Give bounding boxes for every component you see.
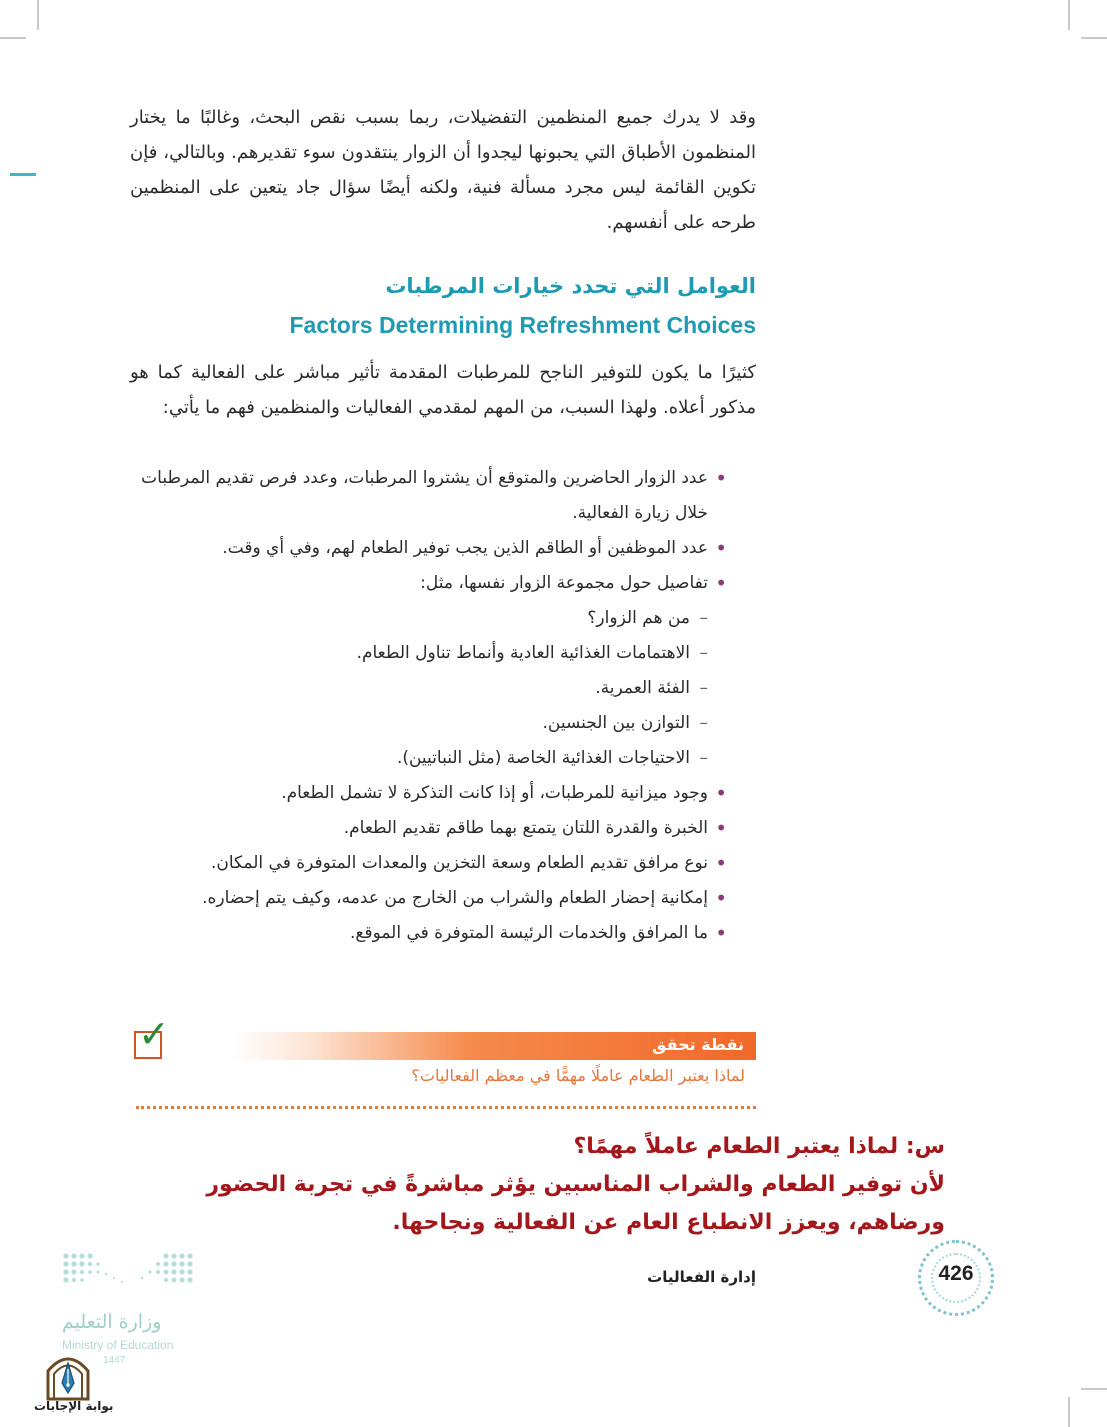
section-title-english: Factors Determining Refreshment Choices bbox=[289, 312, 756, 338]
sub-list-item: – من هم الزوار؟ bbox=[136, 601, 756, 636]
list-item: • تفاصيل حول مجموعة الزوار نفسها، مثل: bbox=[136, 566, 756, 601]
section-title-arabic: العوامل التي تحدد خيارات المرطبات bbox=[385, 274, 756, 298]
sub-list-item: – الفئة العمرية. bbox=[136, 671, 756, 706]
checkpoint-banner bbox=[232, 1032, 756, 1060]
sub-list-item: – التوازن بين الجنسين. bbox=[136, 706, 756, 741]
intro-paragraph: وقد لا يدرك جميع المنظمين التفضيلات، ربما بسبب نقص البحث، وغالبًا ما يختار المنظمون الأطباق التي يحبونها ليجدوا أن الزوار ينتقدون سوء تقديرهم. وبالتالي، فإن تكوين القائمة ليس مجرد مسألة فنية، ولكنه أيضًا سؤال جاد يتعين على المنظمين طرحه على أنفسهم. bbox=[130, 107, 756, 233]
checkpoint-question: لماذا يعتبر الطعام عاملًا مهمًّا في معظم الفعاليات؟ bbox=[411, 1066, 745, 1085]
list-item: • نوع مرافق تقديم الطعام وسعة التخزين والمعدات المتوفرة في المكان. bbox=[136, 846, 756, 881]
ministry-name-arabic: وزارة التعليم bbox=[62, 1311, 162, 1333]
portal-name: بوابة الإجابات bbox=[34, 1399, 114, 1413]
margin-marker bbox=[10, 173, 36, 176]
dotted-divider bbox=[136, 1106, 756, 1109]
ministry-dots-logo-icon bbox=[62, 1252, 198, 1288]
check-icon: ✓ bbox=[138, 1012, 170, 1056]
section-intro-paragraph: كثيرًا ما يكون للتوفير الناجح للمرطبات المقدمة تأثير مباشر على الفعالية كما هو مذكور أعلاه. ولهذا السبب، من المهم لمقدمي الفعاليات والمنظمين فهم ما يأتي: bbox=[130, 362, 756, 418]
crop-mark bbox=[1081, 1388, 1107, 1390]
crop-mark bbox=[1068, 0, 1070, 30]
crop-mark bbox=[1081, 37, 1107, 39]
mosque-pen-logo-icon bbox=[44, 1349, 92, 1401]
answer-block bbox=[155, 1128, 945, 1242]
list-item: • الخبرة والقدرة اللتان يتمتع بهما طاقم تقديم الطعام. bbox=[136, 811, 756, 846]
checkpoint-label: نقطة تحقق bbox=[652, 1035, 744, 1054]
list-item: • عدد الموظفين أو الطاقم الذين يجب توفير الطعام لهم، وفي أي وقت. bbox=[136, 531, 756, 566]
book-title: إدارة الفعاليات bbox=[647, 1268, 756, 1286]
ministry-year: 1447 bbox=[103, 1355, 126, 1366]
list-item: • إمكانية إحضار الطعام والشراب من الخارج من عدمه، وكيف يتم إحضاره. bbox=[136, 881, 756, 916]
crop-mark bbox=[0, 37, 26, 39]
sub-list-item: – الاهتمامات الغذائية العادية وأنماط تناول الطعام. bbox=[136, 636, 756, 671]
answer-text: لأن توفير الطعام والشراب المناسبين يؤثر مباشرةً في تجربة الحضور ورضاهم، ويعزز الانطباع العام عن الفعالية ونجاحها. bbox=[206, 1172, 945, 1235]
list-item: • وجود ميزانية للمرطبات، أو إذا كانت التذكرة لا تشمل الطعام. bbox=[136, 776, 756, 811]
sub-list-item: – الاحتياجات الغذائية الخاصة (مثل النباتيين). bbox=[136, 741, 756, 776]
crop-mark bbox=[1068, 1397, 1070, 1427]
factors-list bbox=[136, 461, 756, 951]
answer-question: س: لماذا يعتبر الطعام عاملاً مهمًا؟ bbox=[573, 1134, 945, 1159]
ministry-name-english: Ministry of Education bbox=[62, 1338, 174, 1352]
list-item: • عدد الزوار الحاضرين والمتوقع أن يشتروا المرطبات، وعدد فرص تقديم المرطبات خلال زيارة الفعالية. bbox=[136, 461, 756, 531]
list-item: • ما المرافق والخدمات الرئيسة المتوفرة في الموقع. bbox=[136, 916, 756, 951]
crop-mark bbox=[37, 0, 39, 30]
page-number: 426 bbox=[938, 1262, 974, 1285]
